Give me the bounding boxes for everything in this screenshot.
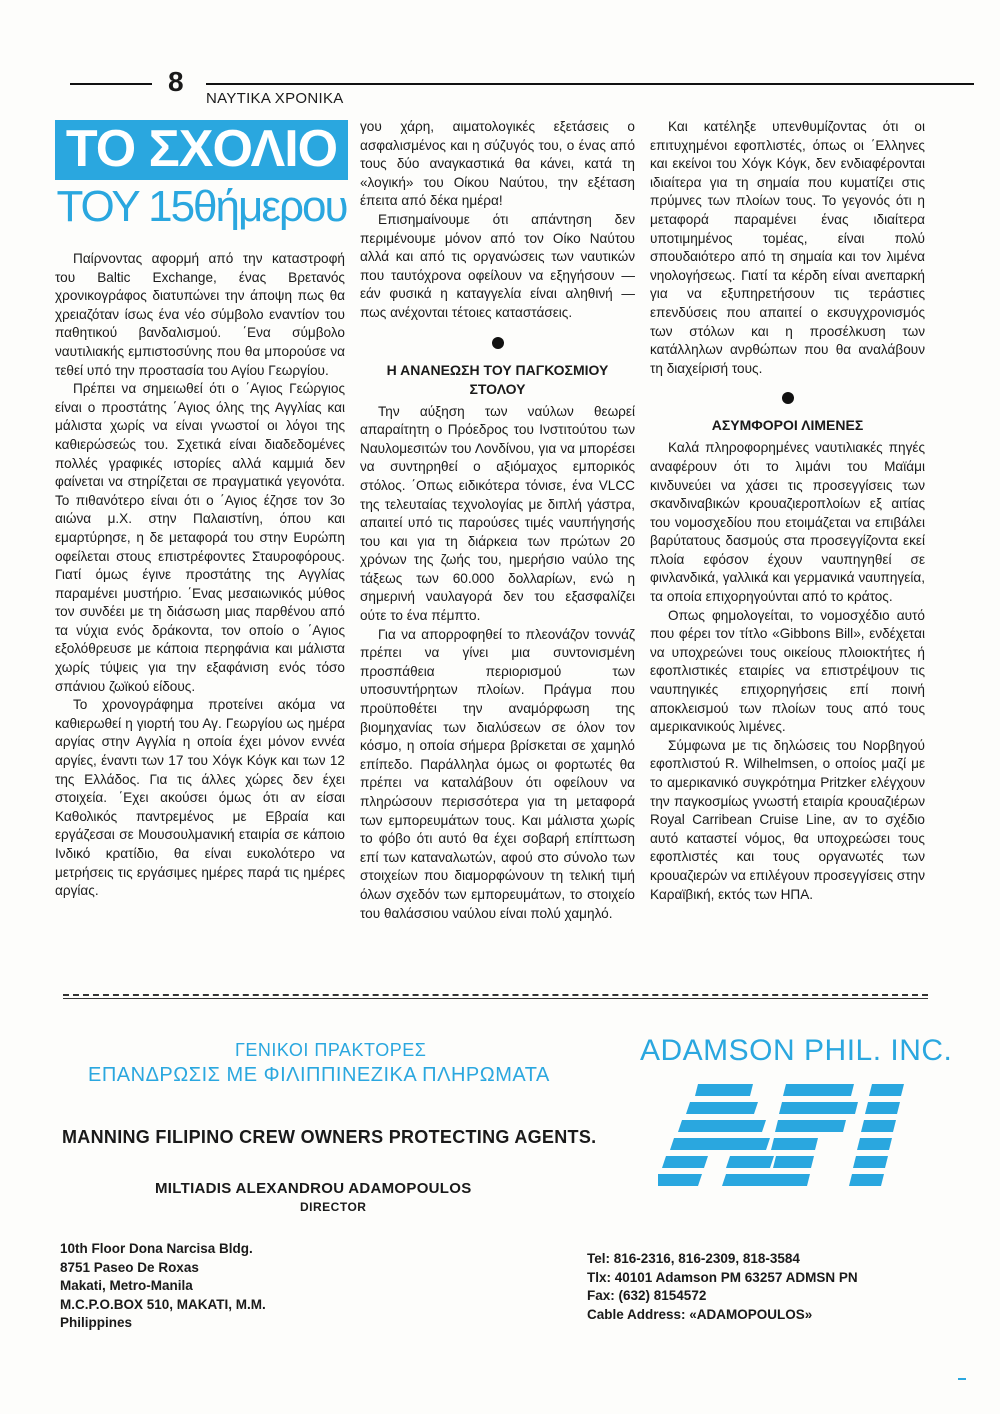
advert-contact <box>587 1250 858 1324</box>
advert-greek-subheading: ΕΠΑΝΔΡΩΣΙΣ ΜΕ ΦΙΛΙΠΠΙΝΕΖΙΚΑ ΠΛΗΡΩΜΑΤΑ <box>88 1064 550 1086</box>
paragraph: Το χρονογράφημα προτείνει ακόμα να καθιερωθεί η γιορτή του Αγ. Γεωργίου ως ημέρα αργίας στην Αγγλία η οποία έχει μόνον εννέα αργίες, έναντι των 17 του Χόγκ Κόγκ και των 12 της Ελλάδος. Για τις άλλες χώρες δεν έχει στοιχεία. ΄Εχει ακούσει όμως ότι αν είσαι Καθολικός παντρεμένος με Εβραία και εργάζεσαι σε Μουσουλμανική εταιρία σε κάποιο Ινδικό κρατίδιο, θα είναι ευκολότερο να μετρήσεις τις εργάσιμες ημέρες παρά τις ημέρες αργίας. <box>55 697 345 899</box>
paragraph: Και κατέληξε υπενθυμίζοντας ότι οι επιτυχημένοι εφοπλιστές, όπως οι ΄Ελληνες και εκείνοι του Χόγκ Κόγκ, δεν ενδιαφέρονται ιδιαίτερα για τη σημαία που κυματίζει στις πρύμνες των πλοίων τους. Το γεγονός ότι η μεταφορά παραμένει ένας ιδιαίτερα υποτιμημένος τομέας, είναι πολύ σπουδαιότερο από τη σημαία και τον λιμένα νηολογήσεως. Γιατί τα κέρδη είναι ανεπαρκή για να εξυπηρετήσουν τις τεράστιες επενδύσεις που απαιτεί ο εκσυγχρονισμός των στόλων και η προσέλκυση των κατάλληλων ανρθώπων που θα αναλάβουν τη διαχείρισή τους. <box>650 119 925 376</box>
contact-line: Fax: (632) 8154572 <box>587 1288 707 1303</box>
contact-line: Tel: 816-2316, 816-2309, 818-3584 <box>587 1251 800 1266</box>
advert-tagline: MANNING FILIPINO CREW OWNERS PROTECTING AGENTS. <box>62 1127 597 1147</box>
column-title: ΤΟ ΣΧΟΛΙΟ <box>55 120 348 180</box>
section-bullet <box>492 337 504 349</box>
address-line: M.C.P.O.BOX 510, MAKATI, M.M. <box>60 1296 266 1312</box>
section-title-fleet: Η ΑΝΑΝΕΩΣΗ ΤΟΥ ΠΑΓΚΟΣΜΙΟΥ ΣΤΟΛΟΥ <box>386 361 609 397</box>
column-subtitle: ΤΟΥ 15θήμερου <box>56 182 347 231</box>
advert-company-name: ADAMSON PHIL. INC. <box>640 1034 953 1067</box>
paragraph: γου χάρη, αιματολογικές εξετάσεις ο ασφαλισμένος και η σύζυγός του, ο ένας από τους δύο αναγκαστικά θα κάνει, κατά τη «λογική» του Οίκου Ναύτου, την εξέταση έπειτα από δέκα ημέρα! <box>360 119 635 209</box>
advert-address <box>60 1240 266 1333</box>
section-bullet <box>782 392 794 404</box>
paragraph: Την αύξηση των ναύλων θεωρεί απαραίτητη ο Πρόεδρος του Ινστιτούτου των Ναυλομεσιτών του Λονδίνου, για να μπορέσει να συντηρηθεί ο αξιόμαχος εμπορικός στόλος. ΄Οπως ειδικότερα τόνισε, ένα VLCC της τελευταίας τεχνολογίας με διπλή γάστρα, απαιτεί υπό τις παρούσες τιμές ναυπήγησής του και για τη διάρκεια των πρώτων 20 χρόνων της ζωής του, ημερήσιο ναύλο της τάξεως των 60.000 δολλαρίων, ενώ η σημερινή ναυλαγορά δεν του εξασφαλίζει ούτε το ένα πέμπτο. <box>360 403 635 624</box>
paragraph: Παίρνοντας αφορμή από την καταστροφή του Baltic Exchange, ένας Βρετανός χρονικογράφος διατυπώνει την άποψη πως θα χρειαζόταν ίσως ένα νέο σύμβολο εναντίον του παθητικού βανδαλισμού. ΄Ενα σύμβολο ναυτιλιακής εμπιστοσύνης που θα μπορούσε να τεθεί υπό την προστασία του Αγίου Γεωργίου. <box>55 251 345 378</box>
paragraph: Επισημαίνουμε ότι απάντηση δεν περιμένουμε μόνον από τον Οίκο Ναύτου αλλά και από τις οργανώσεις των ναυτικών που ταυτόχρονα οφείλουν να εξηγήσουν — εάν φυσικά η καταγγελία είναι αληθινή — πως ανέχονται τέτοιες καταστάσεις. <box>360 211 635 320</box>
header-rule-right <box>206 83 974 85</box>
api-logo-icon <box>658 1076 908 1196</box>
advert-divider <box>63 994 928 996</box>
paragraph: Σύμφωνα με τις δηλώσεις του Νορβηγού εφοπλιστού R. Wilhelmsen, ο οποίος μαζί με το αμερικανικό συγκρότημα Pritzker ελέγχουν την παγκοσμίως γνωστή εταιρία κρουαζιέρων Royal Carribean Cruise Line, αν το σχέδιο αυτό καταστεί νόμος, θα υποχρεώσει τους εφοπλιστές και τους οργανωτές των κρουαζιερών να επιλέγουν προσεγγίσεις στην Καραϊβική, εκτός των ΗΠΑ. <box>650 737 925 902</box>
advert-director-name: MILTIADIS ALEXANDROU ADAMOPOULOS <box>155 1180 472 1197</box>
page-number: 8 <box>168 66 184 97</box>
contact-line: Tlx: 40101 Adamson PM 63257 ADMSN PN <box>587 1269 858 1285</box>
paragraph: Οπως φημολογείται, το νομοσχέδιο αυτό που φέρει τον τίτλο «Gibbons Bill», ενδέχεται να υποχρεώνει τους οικείους πλοιοκτήτες ή εφοπλιστικές εταιρίες να επιστρέψουν τις ναυπηγικές επιχορηγήσεις επί ποινή αποκλεισμού των πλοίων τους από τους αμερικανικούς λιμένες. <box>650 607 925 735</box>
article-column-1 <box>55 250 345 901</box>
section-title-ports: ΑΣΥΜΦΟΡΟΙ ΛΙΜΕΝΕΣ <box>711 417 864 434</box>
advert-director-role: DIRECTOR <box>300 1200 367 1214</box>
edge-mark <box>958 1378 966 1380</box>
address-line: 10th Floor Dona Narcisa Bldg. <box>60 1241 253 1256</box>
article-column-3 <box>650 118 925 904</box>
publication-name: ΝΑΥΤΙΚΑ ΧΡΟΝΙΚΑ <box>206 90 344 107</box>
advert-greek-heading: ΓΕΝΙΚΟΙ ΠΡΑΚΤΟΡΕΣ <box>235 1040 427 1060</box>
address-line: Makati, Metro-Manila <box>60 1278 193 1293</box>
paragraph: Καλά πληροφορημένες ναυτιλιακές πηγές αναφέρουν ότι το λιμάνι του Μαϊάμι κινδυνεύει να χάσει τις προσεγγίσεις των σκανδιναβικών κρουαζιεροπλοίων εξ αιτίας του νομοσχεδίου που ετοιμάζεται να επιβάλει βαρύτατους δασμούς στα προσεγγίζοντα εκεί πλοία εφόσον έχουν ναυπηγηθεί σε φινλανδικά, γαλλικά και γερμανικά ναυπηγεία, τα οποία επιχορηγούνται από το κράτος. <box>650 440 925 605</box>
address-line: Philippines <box>60 1315 133 1330</box>
address-line: 8751 Paseo De Roxas <box>60 1259 199 1275</box>
paragraph: Πρέπει να σημειωθεί ότι ο ΄Αγιος Γεώργιος είναι ο προστάτης ΄Αγιος όλης της Αγγλίας και μάλιστα χωρίς να είναι γνωστοί οι λόγοι της καθιερώσεώς του. Σχετικά είναι διαδεδομένες πολλές γραφικές ιστορίες αλλά καμμιά δεν φαίνεται να στηρίζεται σε πραγματικά γεγονότα. Το πιθανότερο είναι ότι ο ΄Αγιος έζησε τον 3ο αιώνα μ.Χ. στην Παλαιστίνη, όπου και εμαρτύρησε, η δε μεταφορά του στην Ευρώπη οφείλεται στους επιστρέφοντες Σταυροφόρους. Γιατί όμως έγινε προστάτης της Αγγλίας παραμένει μυστήριο. ΄Ενας μεσαιωνικός μύθος τον συνδέει με τη διάσωση μιας παρθένου από τα νύχια ενός δράκοντα, τον οποίο ο ΄Αγιος εξολόθρευσε με κάποια περηφάνια και μάλιστα χωρίς τύψεις για την εξαφάνιση ενός τόσο σπάνιου ζωϊκού είδους. <box>55 381 345 694</box>
paragraph: Για να απορροφηθεί το πλεονάζον τοννάζ πρέπει να γίνει μια συντονισμένη προσπάθεια περιορισμού των υποσυντήρητων πλοίων. Πράγμα που προϋποθέτει την αναμόρφωση της βιομηχανίας των διαλύσεων σε όλον τον κόσμο, η οποία σήμερα βρίσκεται σε χαμηλό επίπεδο. Παράλληλα όμως οι φορτωτές θα πρέπει να καταλάβουν ότι οφείλουν να πληρώσουν περισσότερα για τη μεταφορά των εμπορευμάτων τους. Και μάλιστα χωρίς το φόβο ότι αυτό θα έχει σοβαρή επίπτωση επί των καταναλωτών, αφού στο σύνολο των στοιχείων που διαμορφώνουν τη τελική τιμή όλων σχεδόν των εμπορευμάτων, το στοιχείο του θαλάσσιου ναύλου είναι πολύ χαμηλό. <box>360 626 635 921</box>
header-rule-left <box>70 83 152 85</box>
article-column-2 <box>360 118 635 923</box>
advert-divider <box>63 998 928 999</box>
contact-line: Cable Address: «ADAMOPOULOS» <box>587 1306 813 1322</box>
